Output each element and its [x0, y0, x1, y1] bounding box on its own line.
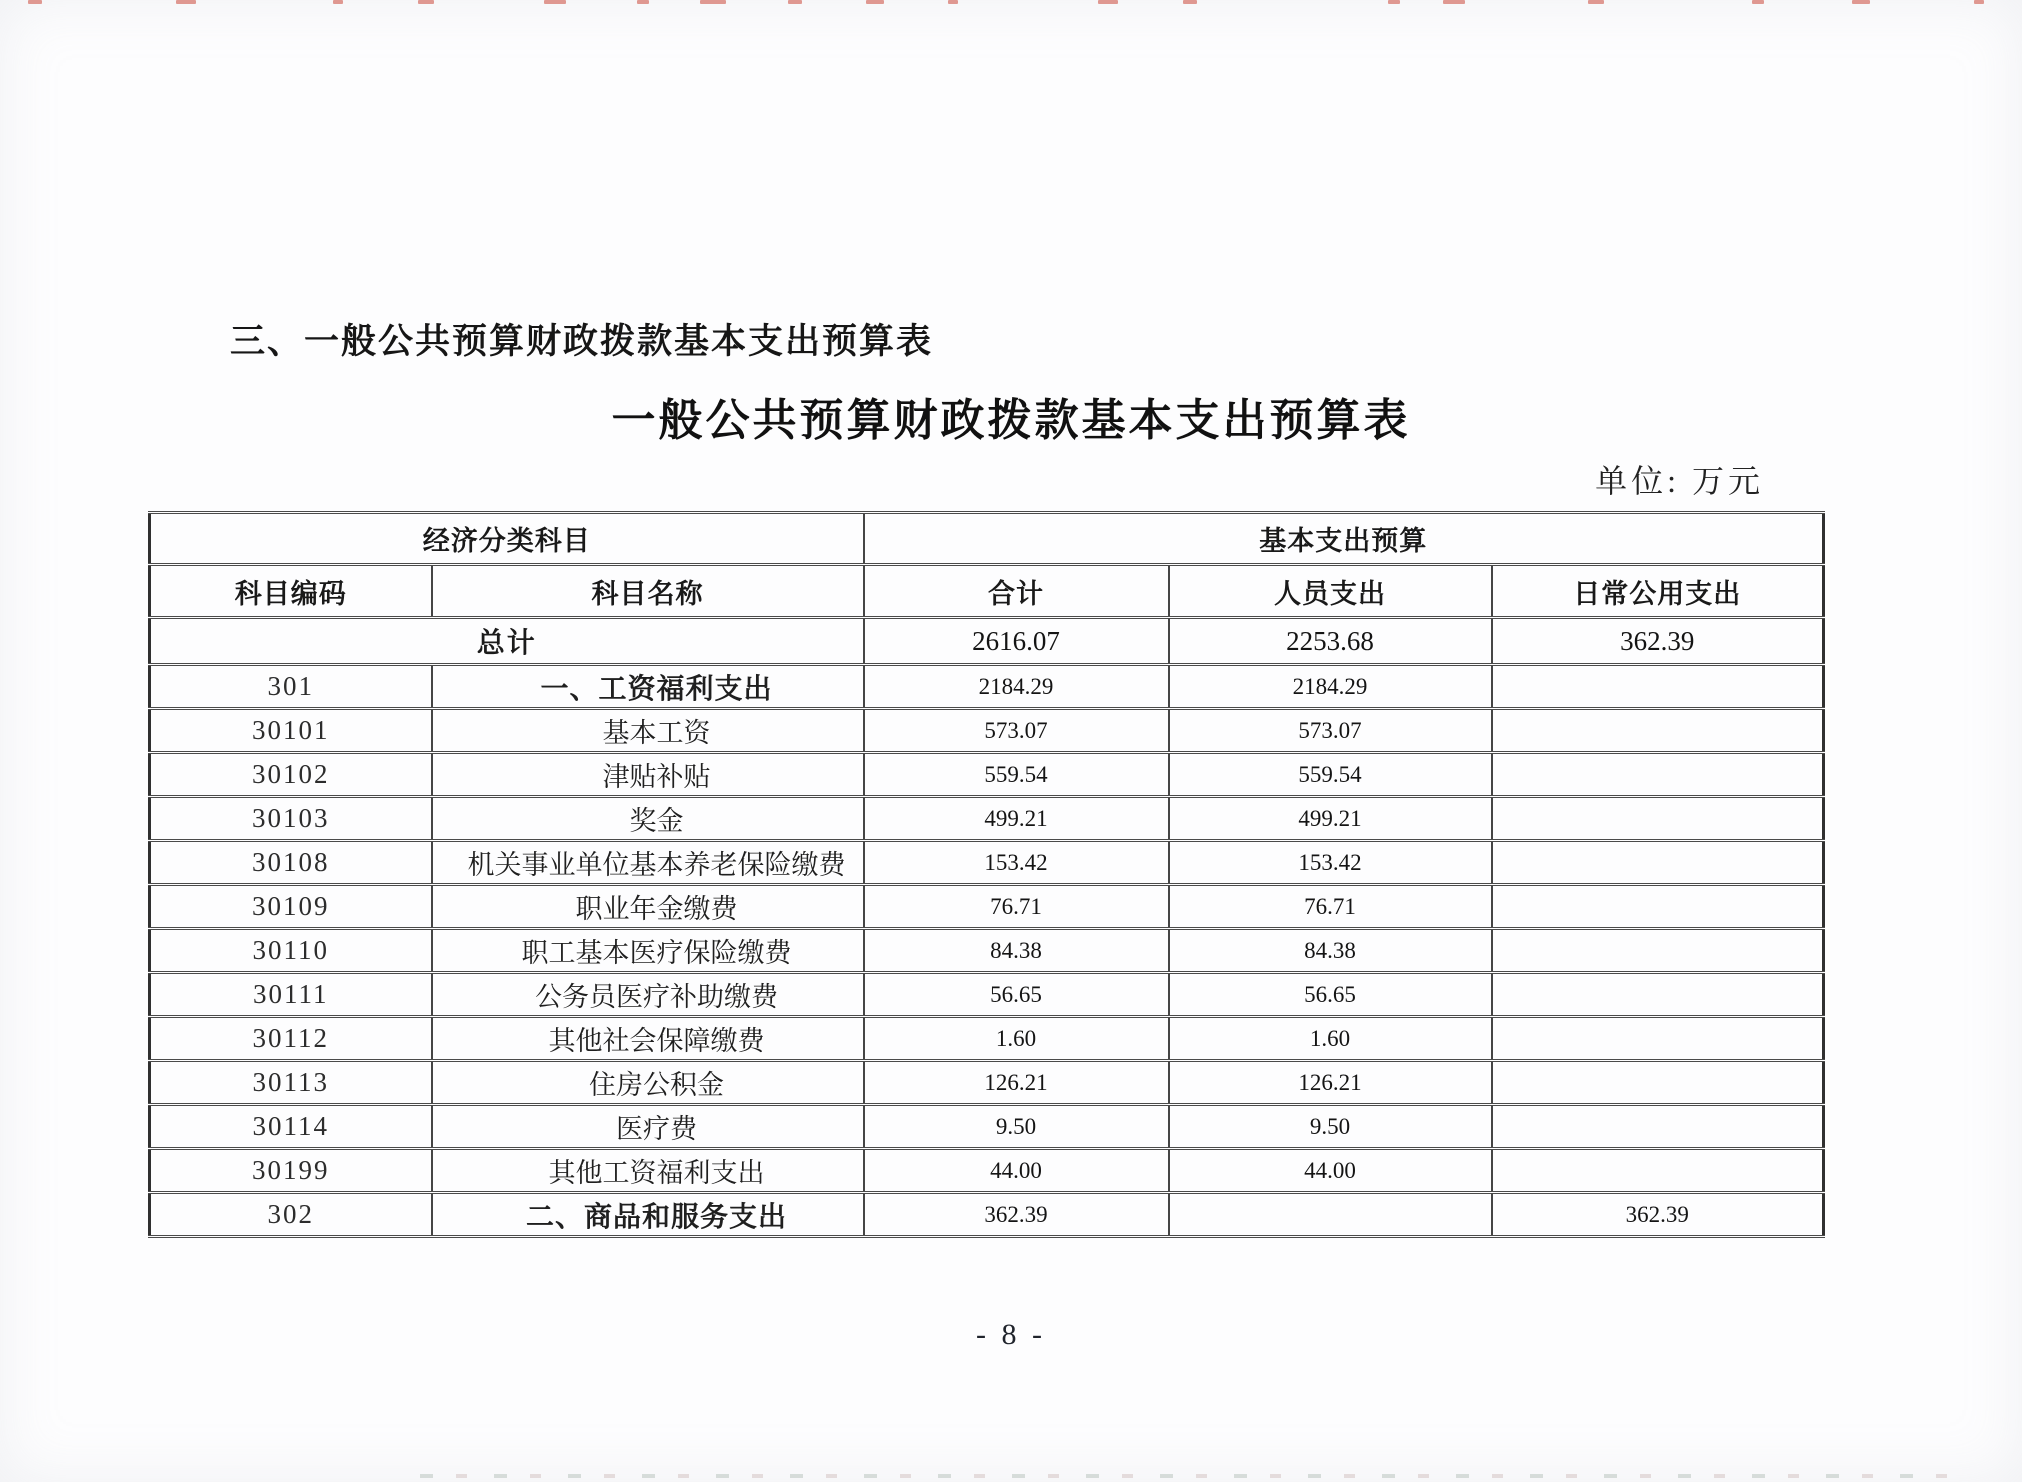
personnel-cell: [1169, 1193, 1492, 1237]
scan-artifact-mark: [1974, 0, 1984, 4]
section-heading: 三、一般公共预算财政拨款基本支出预算表: [230, 322, 934, 361]
total-cell: 573.07: [864, 709, 1169, 753]
table-row: [150, 929, 1824, 973]
table-row: [150, 1017, 1824, 1061]
scan-artifact-mark: [333, 0, 343, 4]
table-row: [150, 1149, 1824, 1193]
subject-code-cell: 30103: [150, 797, 432, 841]
total-cell: 9.50: [864, 1105, 1169, 1149]
daily-cell: [1492, 1105, 1824, 1149]
scan-artifact-mark: [1098, 0, 1118, 4]
total-cell: 499.21: [864, 797, 1169, 841]
daily-cell: [1492, 1017, 1824, 1061]
total-cell: 76.71: [864, 885, 1169, 929]
total-cell: 44.00: [864, 1149, 1169, 1193]
subject-code-cell: 30101: [150, 709, 432, 753]
total-cell: 84.38: [864, 929, 1169, 973]
daily-cell: [1492, 885, 1824, 929]
subject-name-cell: 基本工资: [432, 709, 864, 753]
scan-artifact-mark: [28, 0, 42, 4]
total-row: [150, 618, 1824, 665]
daily-cell: [1492, 709, 1824, 753]
table-row: [150, 797, 1824, 841]
subject-name-cell: 一、工资福利支出: [432, 665, 864, 709]
group-header-economic-classification: 经济分类科目: [150, 513, 864, 565]
personnel-cell: 126.21: [1169, 1061, 1492, 1105]
table-row: [150, 753, 1824, 797]
subject-code-cell: 30112: [150, 1017, 432, 1061]
column-header-total: 合计: [864, 565, 1169, 618]
table-row: [150, 841, 1824, 885]
table-row: [150, 1061, 1824, 1105]
daily-cell: 362.39: [1492, 1193, 1824, 1237]
scan-artifact-mark: [788, 0, 802, 4]
column-header-row: [150, 565, 1824, 618]
total-row-total: 2616.07: [864, 618, 1169, 665]
personnel-cell: 499.21: [1169, 797, 1492, 841]
table-row: [150, 885, 1824, 929]
total-row-personnel: 2253.68: [1169, 618, 1492, 665]
daily-cell: [1492, 973, 1824, 1017]
subject-name-cell: 津贴补贴: [432, 753, 864, 797]
subject-code-cell: 30102: [150, 753, 432, 797]
subject-name-cell: 其他工资福利支出: [432, 1149, 864, 1193]
subject-code-cell: 30114: [150, 1105, 432, 1149]
subject-code-cell: 30111: [150, 973, 432, 1017]
total-row-label: 总计: [150, 618, 864, 665]
table-body: [150, 618, 1824, 1237]
total-cell: 126.21: [864, 1061, 1169, 1105]
table-row: [150, 665, 1824, 709]
subject-code-cell: 30199: [150, 1149, 432, 1193]
budget-table: [148, 511, 1825, 1238]
scan-artifact-mark: [544, 0, 566, 4]
page-number: - 8 -: [976, 1318, 1046, 1351]
daily-cell: [1492, 841, 1824, 885]
table-row: [150, 1193, 1824, 1237]
personnel-cell: 76.71: [1169, 885, 1492, 929]
subject-name-cell: 其他社会保障缴费: [432, 1017, 864, 1061]
daily-cell: [1492, 929, 1824, 973]
total-cell: 153.42: [864, 841, 1169, 885]
column-header-subject-code: 科目编码: [150, 565, 432, 618]
subject-name-cell: 职工基本医疗保险缴费: [432, 929, 864, 973]
subject-code-cell: 301: [150, 665, 432, 709]
subject-name-cell: 住房公积金: [432, 1061, 864, 1105]
daily-cell: [1492, 797, 1824, 841]
daily-cell: [1492, 1149, 1824, 1193]
scan-artifact-mark: [1183, 0, 1197, 4]
table-row: [150, 1105, 1824, 1149]
subject-name-cell: 职业年金缴费: [432, 885, 864, 929]
personnel-cell: 573.07: [1169, 709, 1492, 753]
total-cell: 2184.29: [864, 665, 1169, 709]
table-row: [150, 973, 1824, 1017]
scan-artifact-mark: [866, 0, 884, 4]
scan-artifact-mark: [637, 0, 649, 4]
column-header-daily-public: 日常公用支出: [1492, 565, 1824, 618]
table-title: 一般公共预算财政拨款基本支出预算表: [611, 396, 1411, 445]
personnel-cell: 2184.29: [1169, 665, 1492, 709]
scan-artifact-mark: [176, 0, 196, 4]
subject-name-cell: 奖金: [432, 797, 864, 841]
subject-code-cell: 30110: [150, 929, 432, 973]
subject-name-cell: 二、商品和服务支出: [432, 1193, 864, 1237]
column-header-personnel: 人员支出: [1169, 565, 1492, 618]
daily-cell: [1492, 1061, 1824, 1105]
total-cell: 362.39: [864, 1193, 1169, 1237]
scan-artifact-mark: [1388, 0, 1400, 4]
unit-label: 单位: 万元: [1595, 463, 1764, 499]
daily-cell: [1492, 665, 1824, 709]
scan-artifact-mark: [1752, 0, 1764, 4]
subject-name-cell: 机关事业单位基本养老保险缴费: [432, 841, 864, 885]
subject-code-cell: 30113: [150, 1061, 432, 1105]
personnel-cell: 84.38: [1169, 929, 1492, 973]
scan-artifact-mark: [700, 0, 726, 4]
personnel-cell: 44.00: [1169, 1149, 1492, 1193]
scan-artifacts-bottom: [420, 1474, 1952, 1478]
personnel-cell: 153.42: [1169, 841, 1492, 885]
personnel-cell: 56.65: [1169, 973, 1492, 1017]
daily-cell: [1492, 753, 1824, 797]
scan-artifact-mark: [1852, 0, 1870, 4]
scan-artifact-mark: [1588, 0, 1604, 4]
personnel-cell: 1.60: [1169, 1017, 1492, 1061]
total-cell: 559.54: [864, 753, 1169, 797]
column-header-subject-name: 科目名称: [432, 565, 864, 618]
total-row-daily: 362.39: [1492, 618, 1824, 665]
group-header-row: [150, 513, 1824, 565]
total-cell: 1.60: [864, 1017, 1169, 1061]
total-cell: 56.65: [864, 973, 1169, 1017]
scan-artifact-mark: [418, 0, 434, 4]
subject-name-cell: 医疗费: [432, 1105, 864, 1149]
subject-code-cell: 30108: [150, 841, 432, 885]
subject-code-cell: 30109: [150, 885, 432, 929]
group-header-basic-expenditure: 基本支出预算: [864, 513, 1824, 565]
personnel-cell: 559.54: [1169, 753, 1492, 797]
scan-artifact-mark: [1443, 0, 1465, 4]
personnel-cell: 9.50: [1169, 1105, 1492, 1149]
subject-code-cell: 302: [150, 1193, 432, 1237]
scan-artifact-mark: [948, 0, 958, 4]
subject-name-cell: 公务员医疗补助缴费: [432, 973, 864, 1017]
table-row: [150, 709, 1824, 753]
